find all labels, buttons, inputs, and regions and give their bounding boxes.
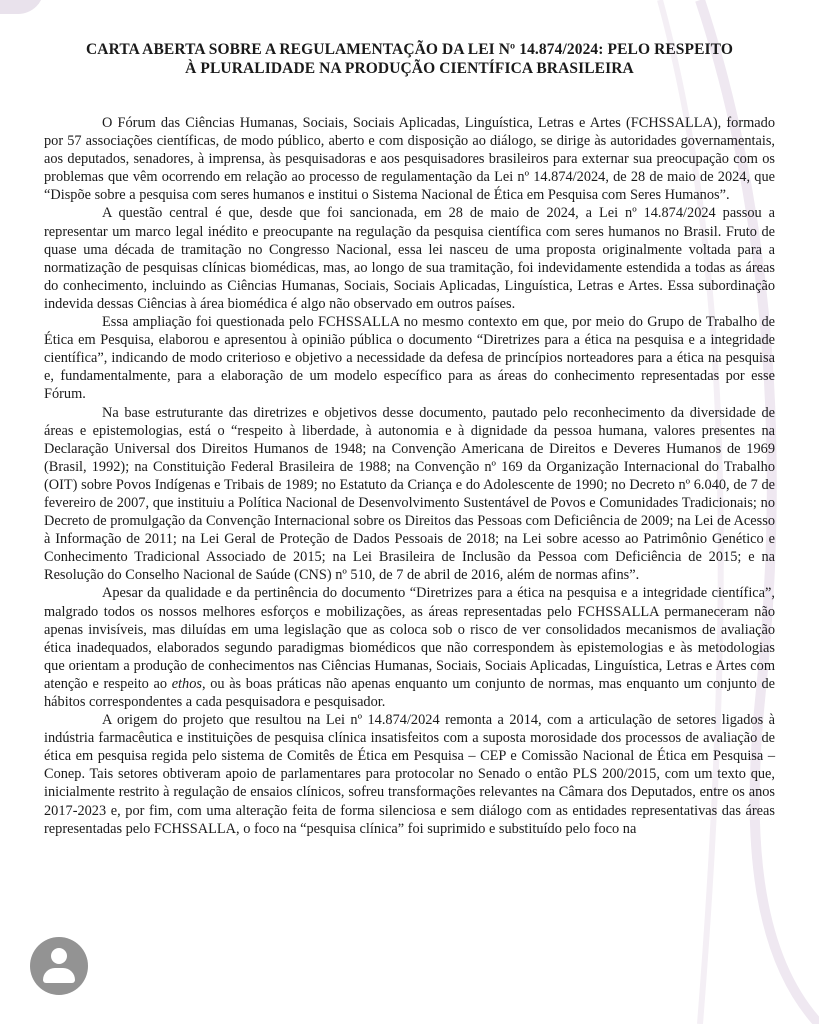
paragraph-intro: O Fórum das Ciências Humanas, Sociais, Sociais Aplicadas, Linguística, Letras e Artes (FCHSSALLA), formado por 57 associações científicas, de modo público, aberto e com disposição ao diálogo, se dirige às autoridades governamentais, aos deputados, senadores, à imprensa, às pesquisadoras e aos pesquisadores brasileiros para externar sua preocupação com os problemas que vêm ocorrendo em relação ao processo de regulamentação da Lei nº 14.874/2024, de 28 de maio de 2024, que “Dispõe sobre a pesquisa com seres humanos e institui o Sistema Nacional de Ética em Pesquisa com Seres Humanos”. <box>44 115 775 204</box>
paragraph-guidelines-basis: Na base estruturante das diretrizes e objetivos desse documento, pautado pelo reconhecimento da diversidade de áreas e epistemologias, está o “respeito à liberdade, à autonomia e à dignidade da pessoa humana, valores presentes na Declaração Universal dos Direitos Humanos de 1948; na Convenção Americana de Direitos e Deveres Humanos de 1969 (Brasil, 1992); na Constituição Federal Brasileira de 1988; na Convenção nº 169 da Organização Internacional do Trabalho (OIT) sobre Povos Indígenas e Tribais de 1989; no Estatuto da Criança e do Adolescente de 1990; no Decreto nº 6.040, de 7 de fevereiro de 2007, que instituiu a Política Nacional de Desenvolvimento Sustentável de Povos e Comunidades Tradicionais; no Decreto de promulgação da Convenção Internacional sobre os Direitos das Pessoas com Deficiência de 2009; na Lei de Acesso à Informação de 2011; na Lei Geral de Proteção de Dados Pessoais de 2018; na Lei sobre acesso ao Patrimônio Genético e Conhecimento Tradicional Associado de 2015; na Lei Brasileira de Inclusão da Pessoa com Deficiência de 2015; e na Resolução do Conselho Nacional de Saúde (CNS) nº 510, de 7 de abril de 2016, além de normas afins”. <box>44 404 775 584</box>
letter-page <box>44 40 775 838</box>
person-avatar-icon[interactable] <box>30 937 88 995</box>
avatar-head-shape <box>51 948 67 964</box>
avatar-body-shape <box>43 968 75 983</box>
paragraph-italic-ethos: ethos <box>171 675 202 692</box>
paragraph-text-after: , ou às boas práticas não apenas enquanto um conjunto de normas, mas enquanto um conjunto de hábitos correspondentes a cada pesquisadora e pesquisador. <box>44 675 775 710</box>
paragraph-despite-quality <box>44 584 775 711</box>
title-line-1: CARTA ABERTA SOBRE A REGULAMENTAÇÃO DA LEI Nº 14.874/2024: PELO RESPEITO <box>86 41 733 58</box>
paragraph-expansion: Essa ampliação foi questionada pelo FCHSSALLA no mesmo contexto em que, por meio do Grupo de Trabalho de Ética em Pesquisa, elaborou e apresentou à opinião pública o documento “Diretrizes para a ética na pesquisa e a integridade científica”, indicando de modo criterioso e objetivo a necessidade da defesa de princípios norteadores para a ética na pesquisa e, fundamentalmente, para a elaboração de um modelo específico para as áreas do conhecimento representadas por esse Fórum. <box>44 314 775 403</box>
paragraph-central-question: A questão central é que, desde que foi sancionada, em 28 de maio de 2024, a Lei nº 14.874/2024 passou a representar um marco legal inédito e preocupante na regulação da pesquisa científica com seres humanos no Brasil. Fruto de quase uma década de tramitação no Congresso Nacional, essa lei nasceu de uma proposta originalmente voltada para a normatização de pesquisas clínicas biomédicas, mas, ao longo de sua tramitação, foi indevidamente estendida a todas as áreas do conhecimento, incluindo as Ciências Humanas, Sociais, Sociais Aplicadas, Linguística, Letras e Artes. Essa subordinação indevida dessas Ciências à área biomédica é algo não observado em outros países. <box>44 205 775 312</box>
paragraph-text-before: Apesar da qualidade e da pertinência do documento “Diretrizes para a ética na pesquisa e a integridade científica”, malgrado todos os nossos melhores esforços e mobilizações, as áreas representadas pelo FCHSSALLA permaneceram não apenas invisíveis, mas diluídas em uma legislação que as coloca sob o risco de ver consolidados mecanismos de avaliação ética inadequados, elaborados segundo paradigmas biomédicos que não correspondem às epistemologias e às metodologias que orientam a produção de conhecimentos nas Ciências Humanas, Sociais, Sociais Aplicadas, Linguística, Letras e Artes com atenção e respeito ao <box>44 585 775 692</box>
document-title <box>44 40 775 78</box>
corner-decoration <box>0 0 44 14</box>
title-line-2: À PLURALIDADE NA PRODUÇÃO CIENTÍFICA BRASILEIRA <box>185 60 634 77</box>
paragraph-origin: A origem do projeto que resultou na Lei nº 14.874/2024 remonta a 2014, com a articulação de setores ligados à indústria farmacêutica e instituições de pesquisa clínica insatisfeitos com a suposta morosidade dos processos de avaliação de ética em pesquisa regida pelo sistema de Comitês de Ética em Pesquisa – CEP e Comissão Nacional de Ética em Pesquisa – Conep. Tais setores obtiveram apoio de parlamentares para protocolar no Senado o então PLS 200/2015, com um texto que, inicialmente restrito à regulação de ensaios clínicos, sofreu transformações relevantes na Câmara dos Deputados, entre os anos 2017-2023 e, por fim, com uma alteração feita de forma silenciosa e sem diálogo com as entidades representativas das áreas representadas pelo FCHSSALLA, o foco na “pesquisa clínica” foi suprimido e substituído pelo foco na <box>44 712 775 837</box>
